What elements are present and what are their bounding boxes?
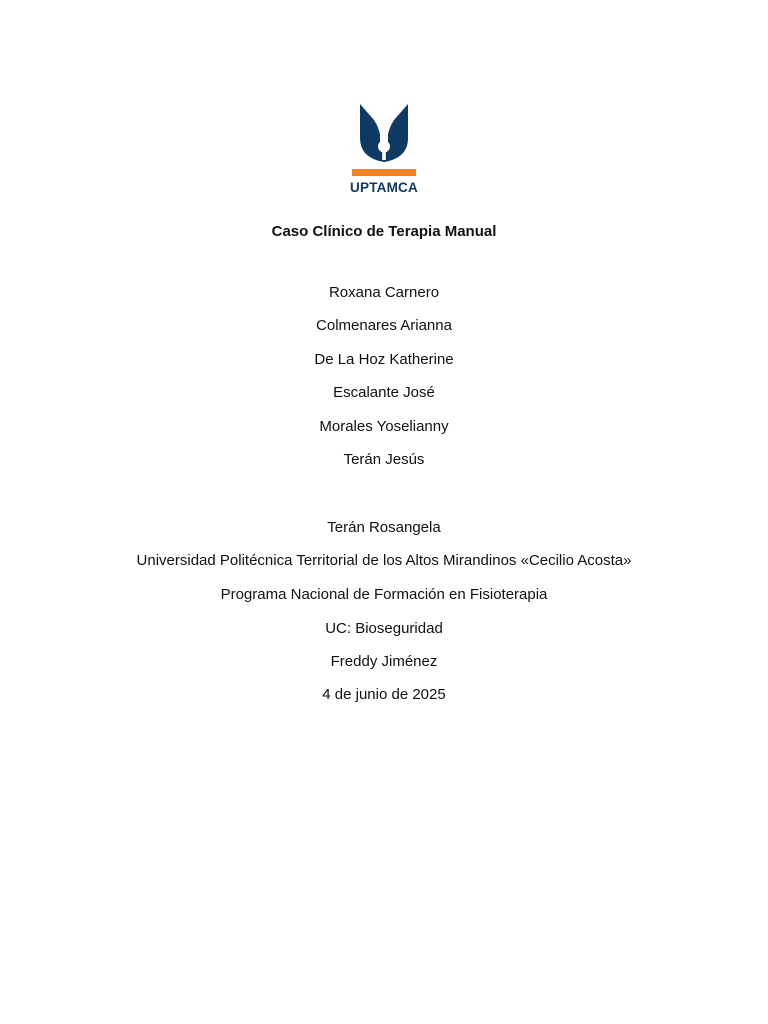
document-title: Caso Clínico de Terapia Manual: [271, 223, 497, 240]
author-name: Morales Yoselianny: [319, 418, 449, 435]
author-name: Terán Jesús: [343, 451, 425, 468]
university-logo: [340, 100, 428, 200]
author-name: Roxana Carnero: [328, 284, 440, 301]
uptamca-emblem-icon: [340, 100, 428, 176]
university-name: Universidad Politécnica Territorial de los Altos Mirandinos «Cecilio Acosta»: [136, 552, 632, 569]
professor-name: Freddy Jiménez: [330, 653, 438, 670]
author-name: Colmenares Arianna: [316, 317, 452, 334]
advisor-name: Terán Rosangela: [327, 519, 441, 536]
course-name: UC: Bioseguridad: [325, 620, 443, 637]
logo-wordmark: UPTAMCA: [350, 180, 418, 195]
program-name: Programa Nacional de Formación en Fisioterapia: [220, 586, 548, 603]
document-date: 4 de junio de 2025: [322, 686, 446, 703]
author-name: Escalante José: [333, 384, 435, 401]
author-name: De La Hoz Katherine: [314, 351, 454, 368]
